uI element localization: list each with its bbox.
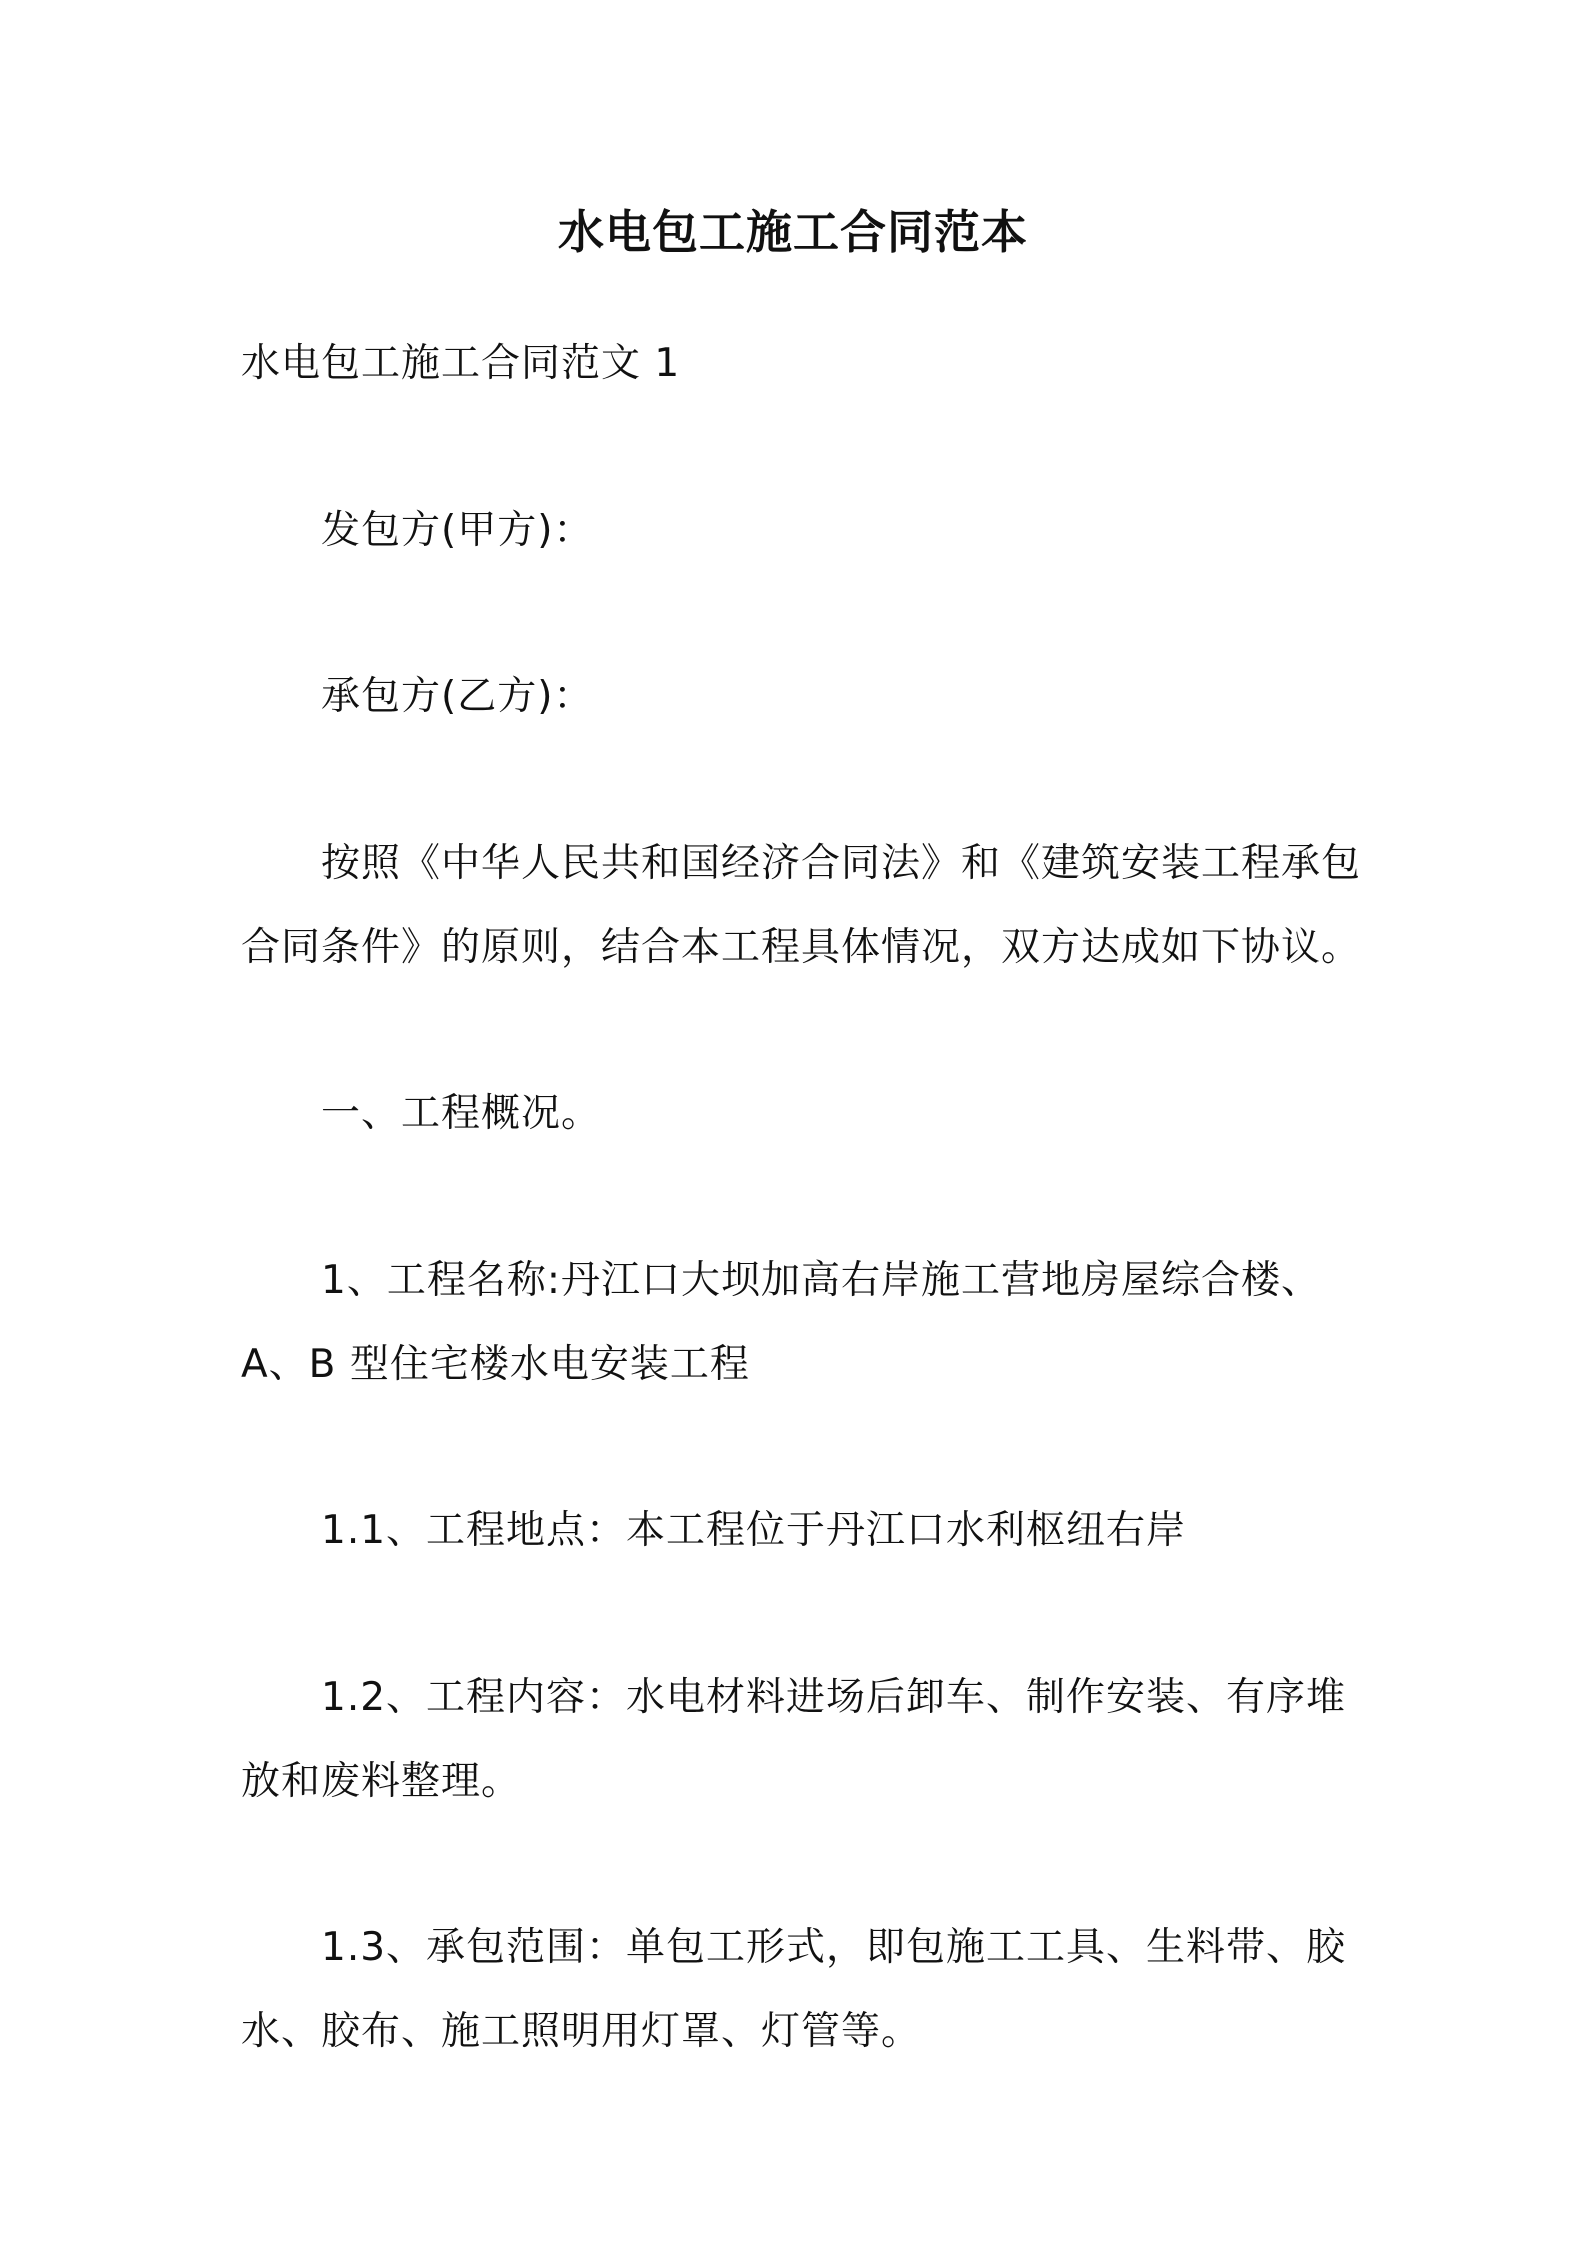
preamble-paragraph: 按照《中华人民共和国经济合同法》和《建筑安装工程承包合同条件》的原则，结合本工程具体情况，双方达成如下协议。 (241, 841, 1362, 970)
document-subtitle: 水电包工施工合同范文 1 (241, 341, 681, 386)
clause-1-3-scope: 1.3、承包范围：单包工形式，即包施工工具、生料带、胶水、胶布、施工照明用灯罩、灯管等。 (241, 1925, 1347, 2054)
party-a-line: 发包方(甲方)： (321, 508, 594, 553)
clause-1-project-name: 1、工程名称:丹江口大坝加高右岸施工营地房屋综合楼、A、B 型住宅楼水电安装工程 (241, 1258, 1321, 1387)
party-b-line: 承包方(乙方)： (321, 674, 594, 719)
clause-1-1-location: 1.1、工程地点：本工程位于丹江口水利枢纽右岸 (321, 1508, 1187, 1553)
document-title: 水电包工施工合同范本 (558, 205, 1028, 259)
section-heading-overview: 一、工程概况。 (321, 1091, 602, 1136)
clause-1-2-content: 1.2、工程内容：水电材料进场后卸车、制作安装、有序堆放和废料整理。 (241, 1675, 1347, 1804)
